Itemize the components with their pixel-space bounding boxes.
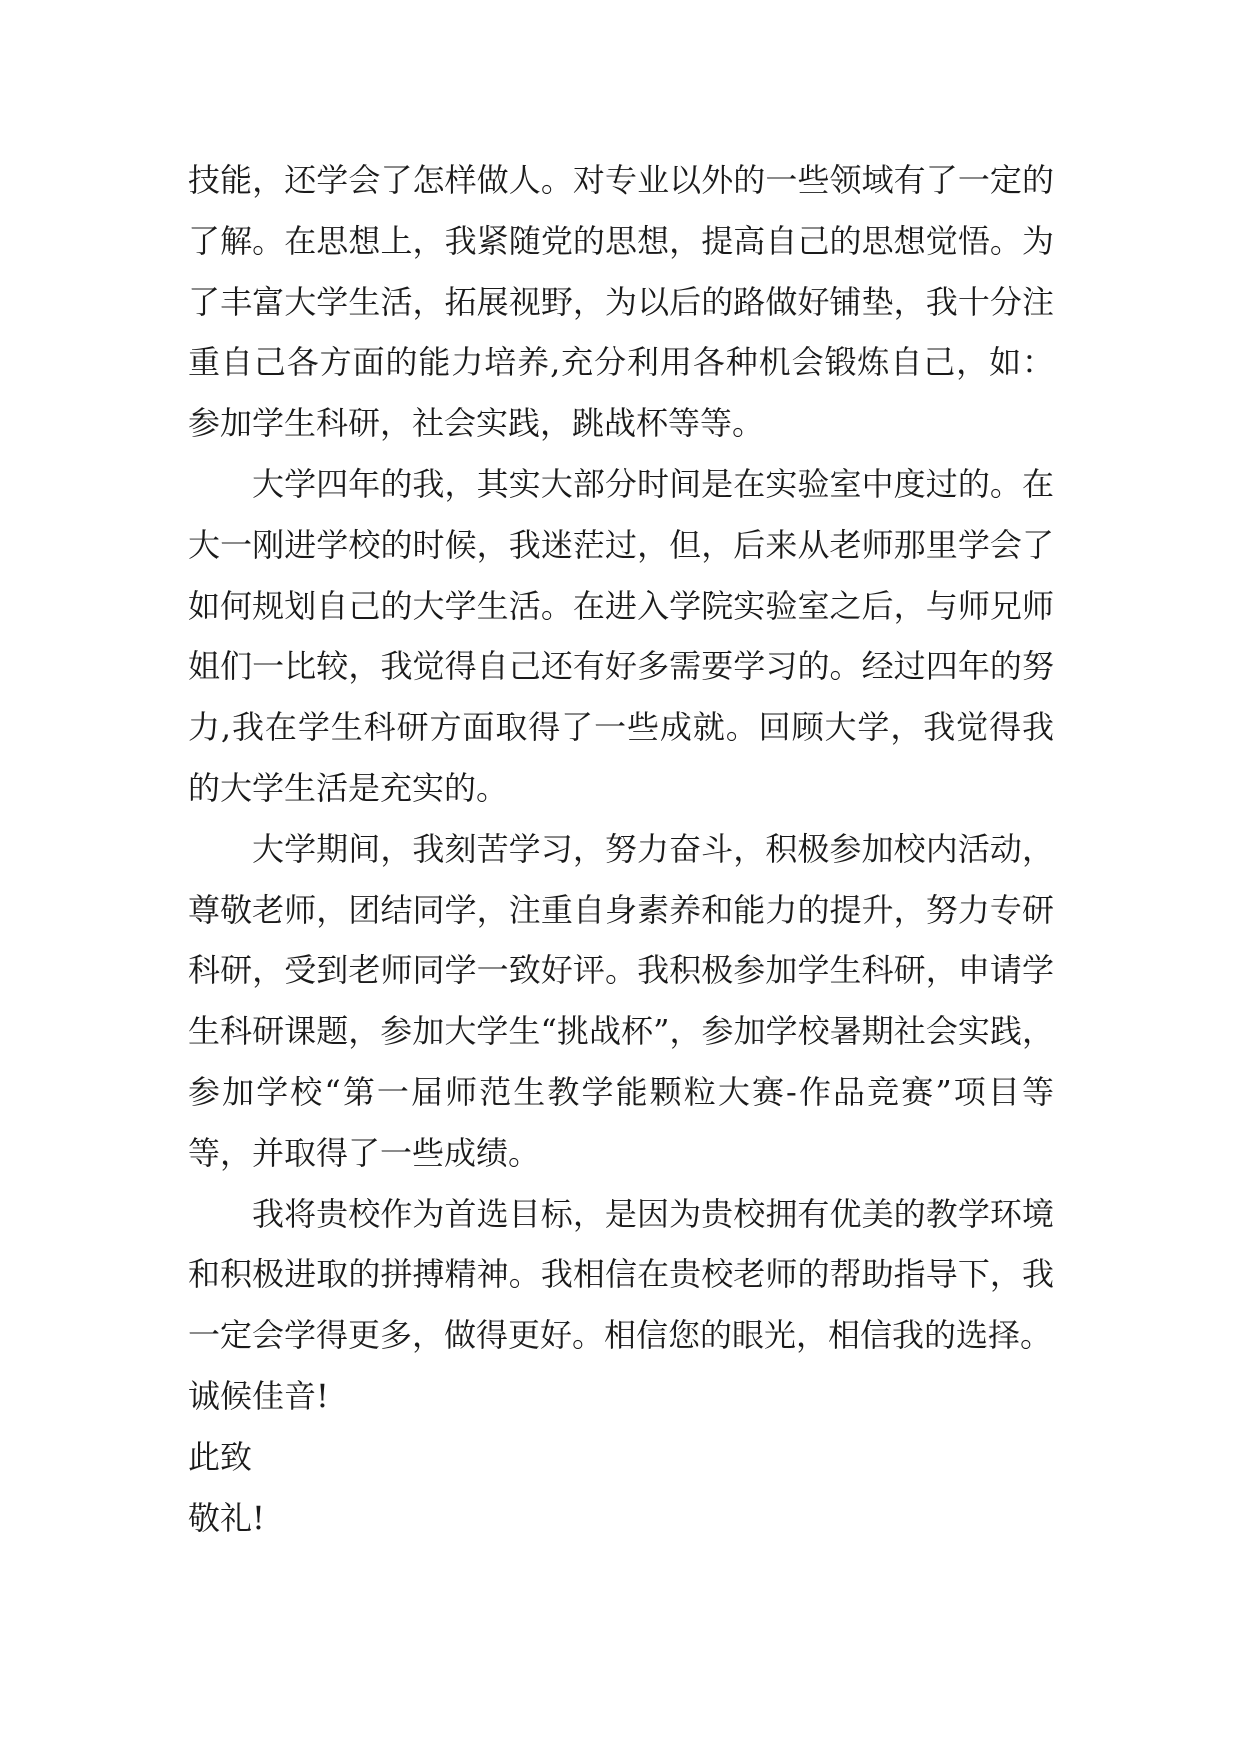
paragraph-university-years: 大学四年的我，其实大部分时间是在实验室中度过的。在大一刚进学校的时候，我迷茫过，但，后来从老师那里学会了如何规划自己的大学生活。在进入学院实验室之后，与师兄师姐们一比较，我觉得自己还有好多需要学习的。经过四年的努力,我在学生科研方面取得了一些成就。回顾大学，我觉得我的大学生活是充实的。 xyxy=(188,464,1054,807)
closing-regards: 敬礼! xyxy=(188,1498,265,1537)
paragraph-achievements: 大学期间，我刻苦学习，努力奋斗，积极参加校内活动，尊敬老师，团结同学，注重自身素养和能力的提升，努力专研科研，受到老师同学一致好评。我积极参加学生科研，申请学生科研课题，参加大学生“挑战杯”，参加学校暑期社会实践，参加学校“第一届师范生教学能颗粒大赛-作品竞赛”项目等等，并取得了一些成绩。 xyxy=(188,829,1054,1172)
closing-awaiting-reply: 诚候佳音! xyxy=(188,1376,329,1415)
paragraph-school-choice: 我将贵校作为首选目标，是因为贵校拥有优美的教学环境和积极进取的拼搏精神。我相信在贵校老师的帮助指导下，我一定会学得更多，做得更好。相信您的眼光，相信我的选择。 xyxy=(188,1194,1054,1355)
paragraph-continuation: 技能，还学会了怎样做人。对专业以外的一些领域有了一定的了解。在思想上，我紧随党的思想，提高自己的思想觉悟。为了丰富大学生活，拓展视野，为以后的路做好铺垫，我十分注重自己各方面的能力培养,充分利用各种机会锻炼自己，如：参加学生科研，社会实践，跳战杯等等。 xyxy=(188,161,1054,443)
closing-salutation: 此致 xyxy=(188,1437,253,1476)
letter-body xyxy=(188,150,1054,1548)
